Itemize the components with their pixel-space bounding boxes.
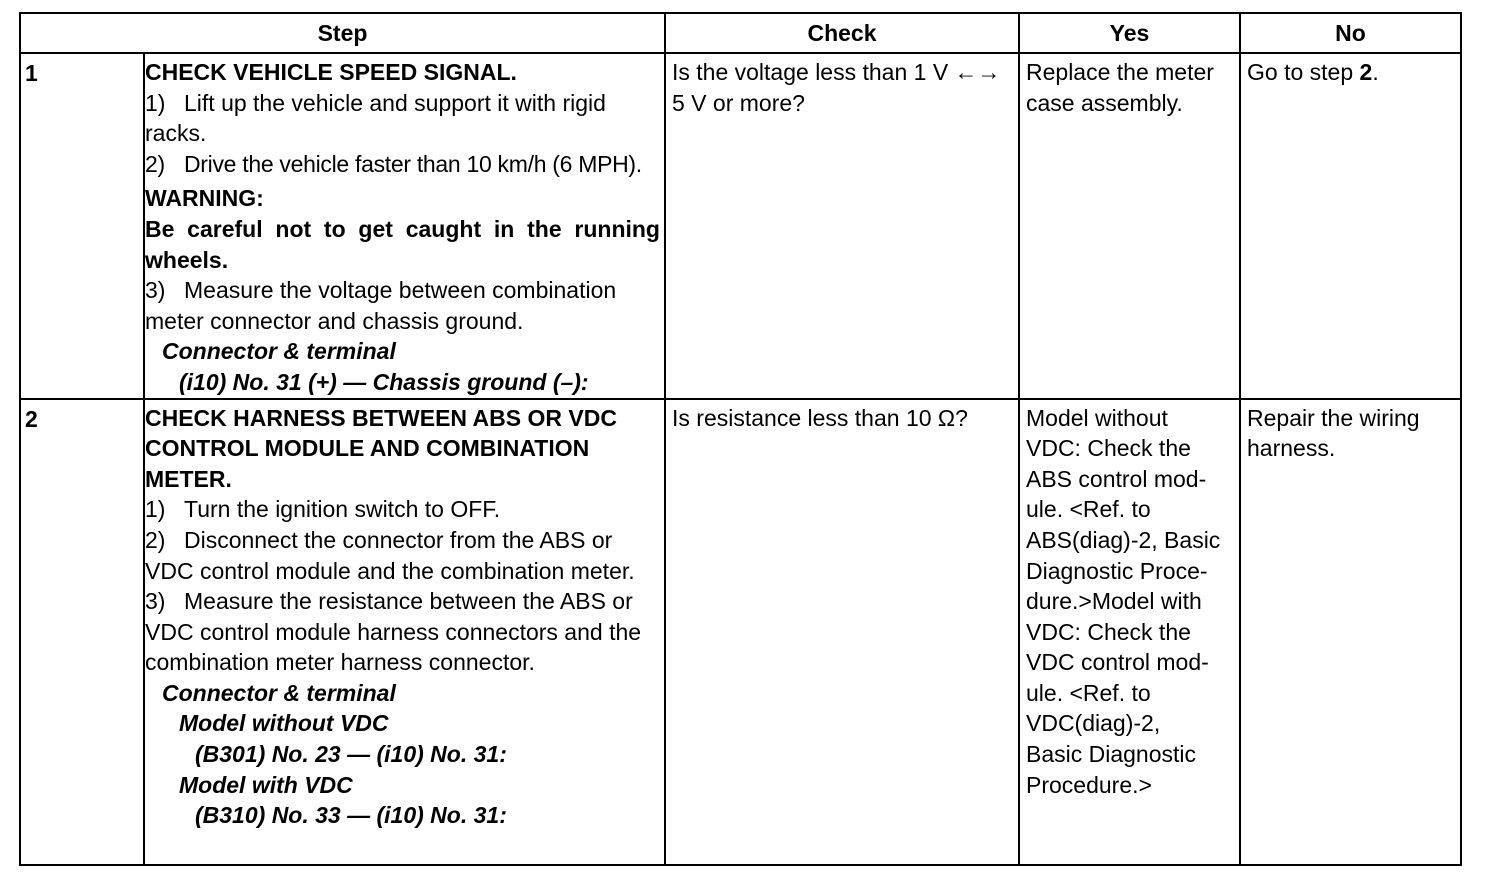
yes-cell (1019, 399, 1240, 865)
yes-line: Procedure.> (1026, 771, 1152, 798)
yes-line: dure.>Model with (1026, 588, 1202, 615)
step-instruction: 2) Disconnect the connector from the ABS or VDC control module and the combination meter. (145, 526, 635, 584)
yes-line: Model without (1026, 404, 1168, 431)
step-instruction: 1) Turn the ignition switch to OFF. (145, 496, 501, 523)
yes-line: VDC: Check the (1026, 435, 1191, 462)
yes-line: ABS(diag)-2, Basic (1026, 526, 1221, 553)
header-check: Check (665, 13, 1019, 53)
step-reference: 2 (1359, 59, 1373, 85)
yes-line: Diagnostic Proce- (1026, 557, 1208, 584)
no-cell: Repair the wiring harness. (1240, 399, 1461, 865)
step-instruction: 2) Drive the vehicle faster than 10 km/h (6 MPH). (145, 150, 642, 177)
connector-label: Connector & terminal (162, 338, 396, 365)
step-instruction: 3) Measure the resistance between the ABS or VDC control module harness connectors and the combination meter harness connector. (145, 588, 642, 676)
model-without-label: Model without VDC (179, 710, 389, 737)
table-row (20, 399, 1461, 865)
step-number: 1 (20, 53, 144, 399)
header-row (20, 13, 1461, 53)
yes-line: ule. <Ref. to (1026, 496, 1151, 523)
yes-line: ule. <Ref. to (1026, 679, 1151, 706)
model-with-label: Model with VDC (179, 771, 353, 798)
connector-label: Connector & terminal (162, 679, 396, 706)
model-without-value: (B301) No. 23 — (i10) No. 31: (195, 741, 507, 768)
diagnostic-table (19, 12, 1462, 866)
yes-line: ABS control mod- (1026, 465, 1207, 492)
step-number: 2 (20, 399, 144, 865)
check-cell: Is resistance less than 10 Ω? (665, 399, 1019, 865)
table-row (20, 53, 1461, 399)
step-title: CHECK VEHICLE SPEED SIGNAL. (145, 59, 517, 85)
step-instruction: 1) Lift up the vehicle and support it with rigid racks. (145, 89, 606, 147)
check-cell: Is the voltage less than 1 V ←→ 5 V or more? (665, 53, 1019, 399)
no-cell: Go to step 2. (1240, 53, 1461, 399)
yes-line: Basic Diagnostic (1026, 741, 1197, 768)
model-with-value: (B310) No. 33 — (i10) No. 31: (195, 802, 507, 829)
step-instruction: 3) Measure the voltage between combination meter connector and chassis ground. (145, 277, 617, 334)
yes-line: VDC(diag)-2, (1026, 710, 1161, 737)
warning-label: WARNING: (145, 185, 264, 212)
header-yes: Yes (1019, 13, 1240, 53)
header-step: Step (20, 13, 665, 53)
step-description (144, 399, 665, 865)
yes-line: VDC control mod- (1026, 649, 1209, 676)
connector-value: (i10) No. 31 (+) — Chassis ground (–): (179, 368, 589, 395)
yes-cell: Replace the meter case assembly. (1019, 53, 1240, 399)
warning-text: Be careful not to get caught in the running wheels. (145, 215, 660, 273)
yes-line: VDC: Check the (1026, 618, 1191, 645)
header-no: No (1240, 13, 1461, 53)
step-title: CHECK HARNESS BETWEEN ABS OR VDC CONTROL MODULE AND COMBINATION METER. (145, 404, 617, 492)
step-description (144, 53, 665, 399)
